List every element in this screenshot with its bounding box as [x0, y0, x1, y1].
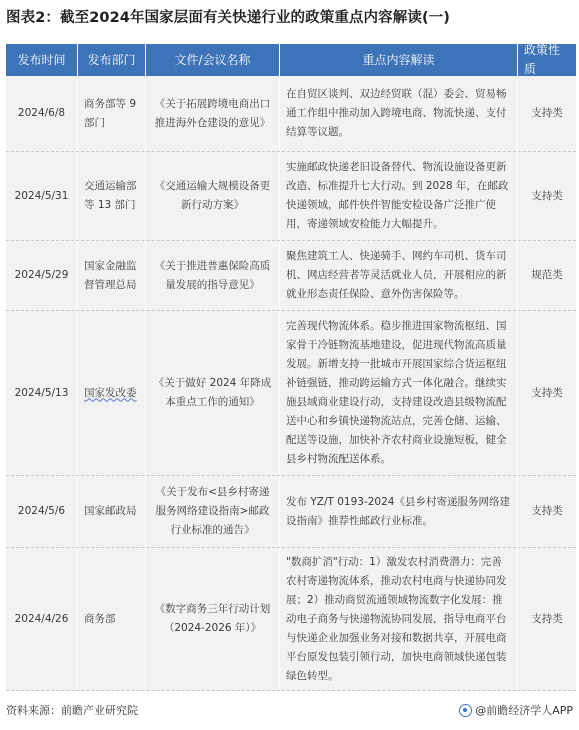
cell-content: 完善现代物流体系。稳步推进国家物流枢纽、国家骨干冷链物流基地建设，促进现代物流高质量发展。新增支持一批城市开展国家综合货运枢纽补链强链，推动跨运输方式一体化融合。继续实施县域商业建设行动，支持建设改造县级物流配送中心和乡镇快递物流站点，完善仓储、运输、配送等设施，加快补齐农村商业设施短板，健全县乡村物流配送体系。 [280, 311, 518, 475]
table-row [6, 241, 576, 311]
table-row [6, 548, 576, 691]
cell-doc: 《关于做好 2024 年降成本重点工作的通知》 [146, 311, 280, 475]
header-date: 发布时间 [6, 44, 78, 76]
cell-content: 聚焦建筑工人、快递骑手、网约车司机、货车司机、网店经营者等灵活就业人员，开展相应的新就业形态责任保险、意外伤害保险等。 [280, 241, 518, 310]
cell-doc: 《关于发布<县乡村寄递服务网络建设指南>邮政行业标准的通告》 [146, 476, 280, 547]
cell-date: 2024/5/29 [6, 241, 78, 310]
table-header-row [6, 44, 576, 76]
brand-logo-icon [459, 704, 472, 717]
header-content: 重点内容解读 [280, 44, 518, 76]
brand-credit [459, 702, 573, 718]
cell-doc: 《关于拓展跨境电商出口推进海外仓建设的意见》 [146, 76, 280, 151]
cell-nature: 支持类 [531, 505, 563, 517]
table-row [6, 76, 576, 152]
cell-dept: 商务部 [78, 548, 146, 690]
cell-dept: 国家金融监督管理总局 [78, 241, 146, 310]
cell-date: 2024/5/13 [6, 311, 78, 475]
cell-doc: 《数字商务三年行动计划（2024-2026 年）》 [146, 548, 280, 690]
brand-text: @前瞻经济学人APP [475, 704, 573, 717]
table-row [6, 152, 576, 241]
cell-nature: 支持类 [531, 612, 563, 625]
cell-dept: 国家邮政局 [78, 476, 146, 547]
cell-content: 在自贸区谈判、双边经贸联（混）委会、贸易畅通工作组中推动加入跨境电商、物流快递、支付结算等议题。 [280, 76, 518, 151]
cell-nature: 支持类 [531, 107, 563, 119]
cell-dept [78, 311, 146, 475]
policy-table [6, 44, 576, 691]
chart-title: 图表2：截至2024年国家层面有关快递行业的政策重点内容解读(一) [6, 10, 450, 26]
cell-doc: 《交通运输大规模设备更新行动方案》 [146, 152, 280, 240]
source-note: 资料来源：前瞻产业研究院 [6, 704, 138, 717]
cell-content: 发布 YZ/T 0193-2024《县乡村寄递服务网络建设指南》推荐性邮政行业标准。 [280, 476, 518, 547]
cell-dept-text: 国家发改委 [84, 386, 137, 399]
cell-nature: 支持类 [531, 386, 563, 399]
cell-date: 2024/5/31 [6, 152, 78, 240]
cell-dept: 交通运输部等 13 部门 [78, 152, 146, 240]
header-dept: 发布部门 [78, 44, 146, 76]
cell-content: "数商扩消"行动：1）激发农村消费潜力：完善农村寄递物流体系，推动农村电商与快递协同发展；2）推动商贸流通领域物流数字化发展：推动电子商务与快递物流协同发展，指导电商平台与快递企业加强业务对接和数据共享，开展电商平台原发包装引领行动，加快电商领域快递包装绿色转型。 [280, 548, 518, 690]
cell-content: 实施邮政快递老旧设备替代、物流设施设备更新改造、标准提升七大行动。到 2028 年，在邮政快递领域，邮件快件智能安检设备广泛推广使用，寄递领域安检能力大幅提升。 [280, 152, 518, 240]
header-doc: 文件/会议名称 [146, 44, 280, 76]
header-nature: 政策性质 [524, 43, 561, 76]
cell-date: 2024/6/8 [6, 76, 78, 151]
table-row [6, 476, 576, 548]
cell-doc: 《关于推进普惠保险高质量发展的指导意见》 [146, 241, 280, 310]
cell-nature: 支持类 [531, 189, 563, 202]
cell-date: 2024/5/6 [6, 476, 78, 547]
table-row [6, 311, 576, 476]
cell-date: 2024/4/26 [6, 548, 78, 690]
cell-dept: 商务部等 9 部门 [78, 76, 146, 151]
cell-nature: 规范类 [531, 269, 563, 281]
